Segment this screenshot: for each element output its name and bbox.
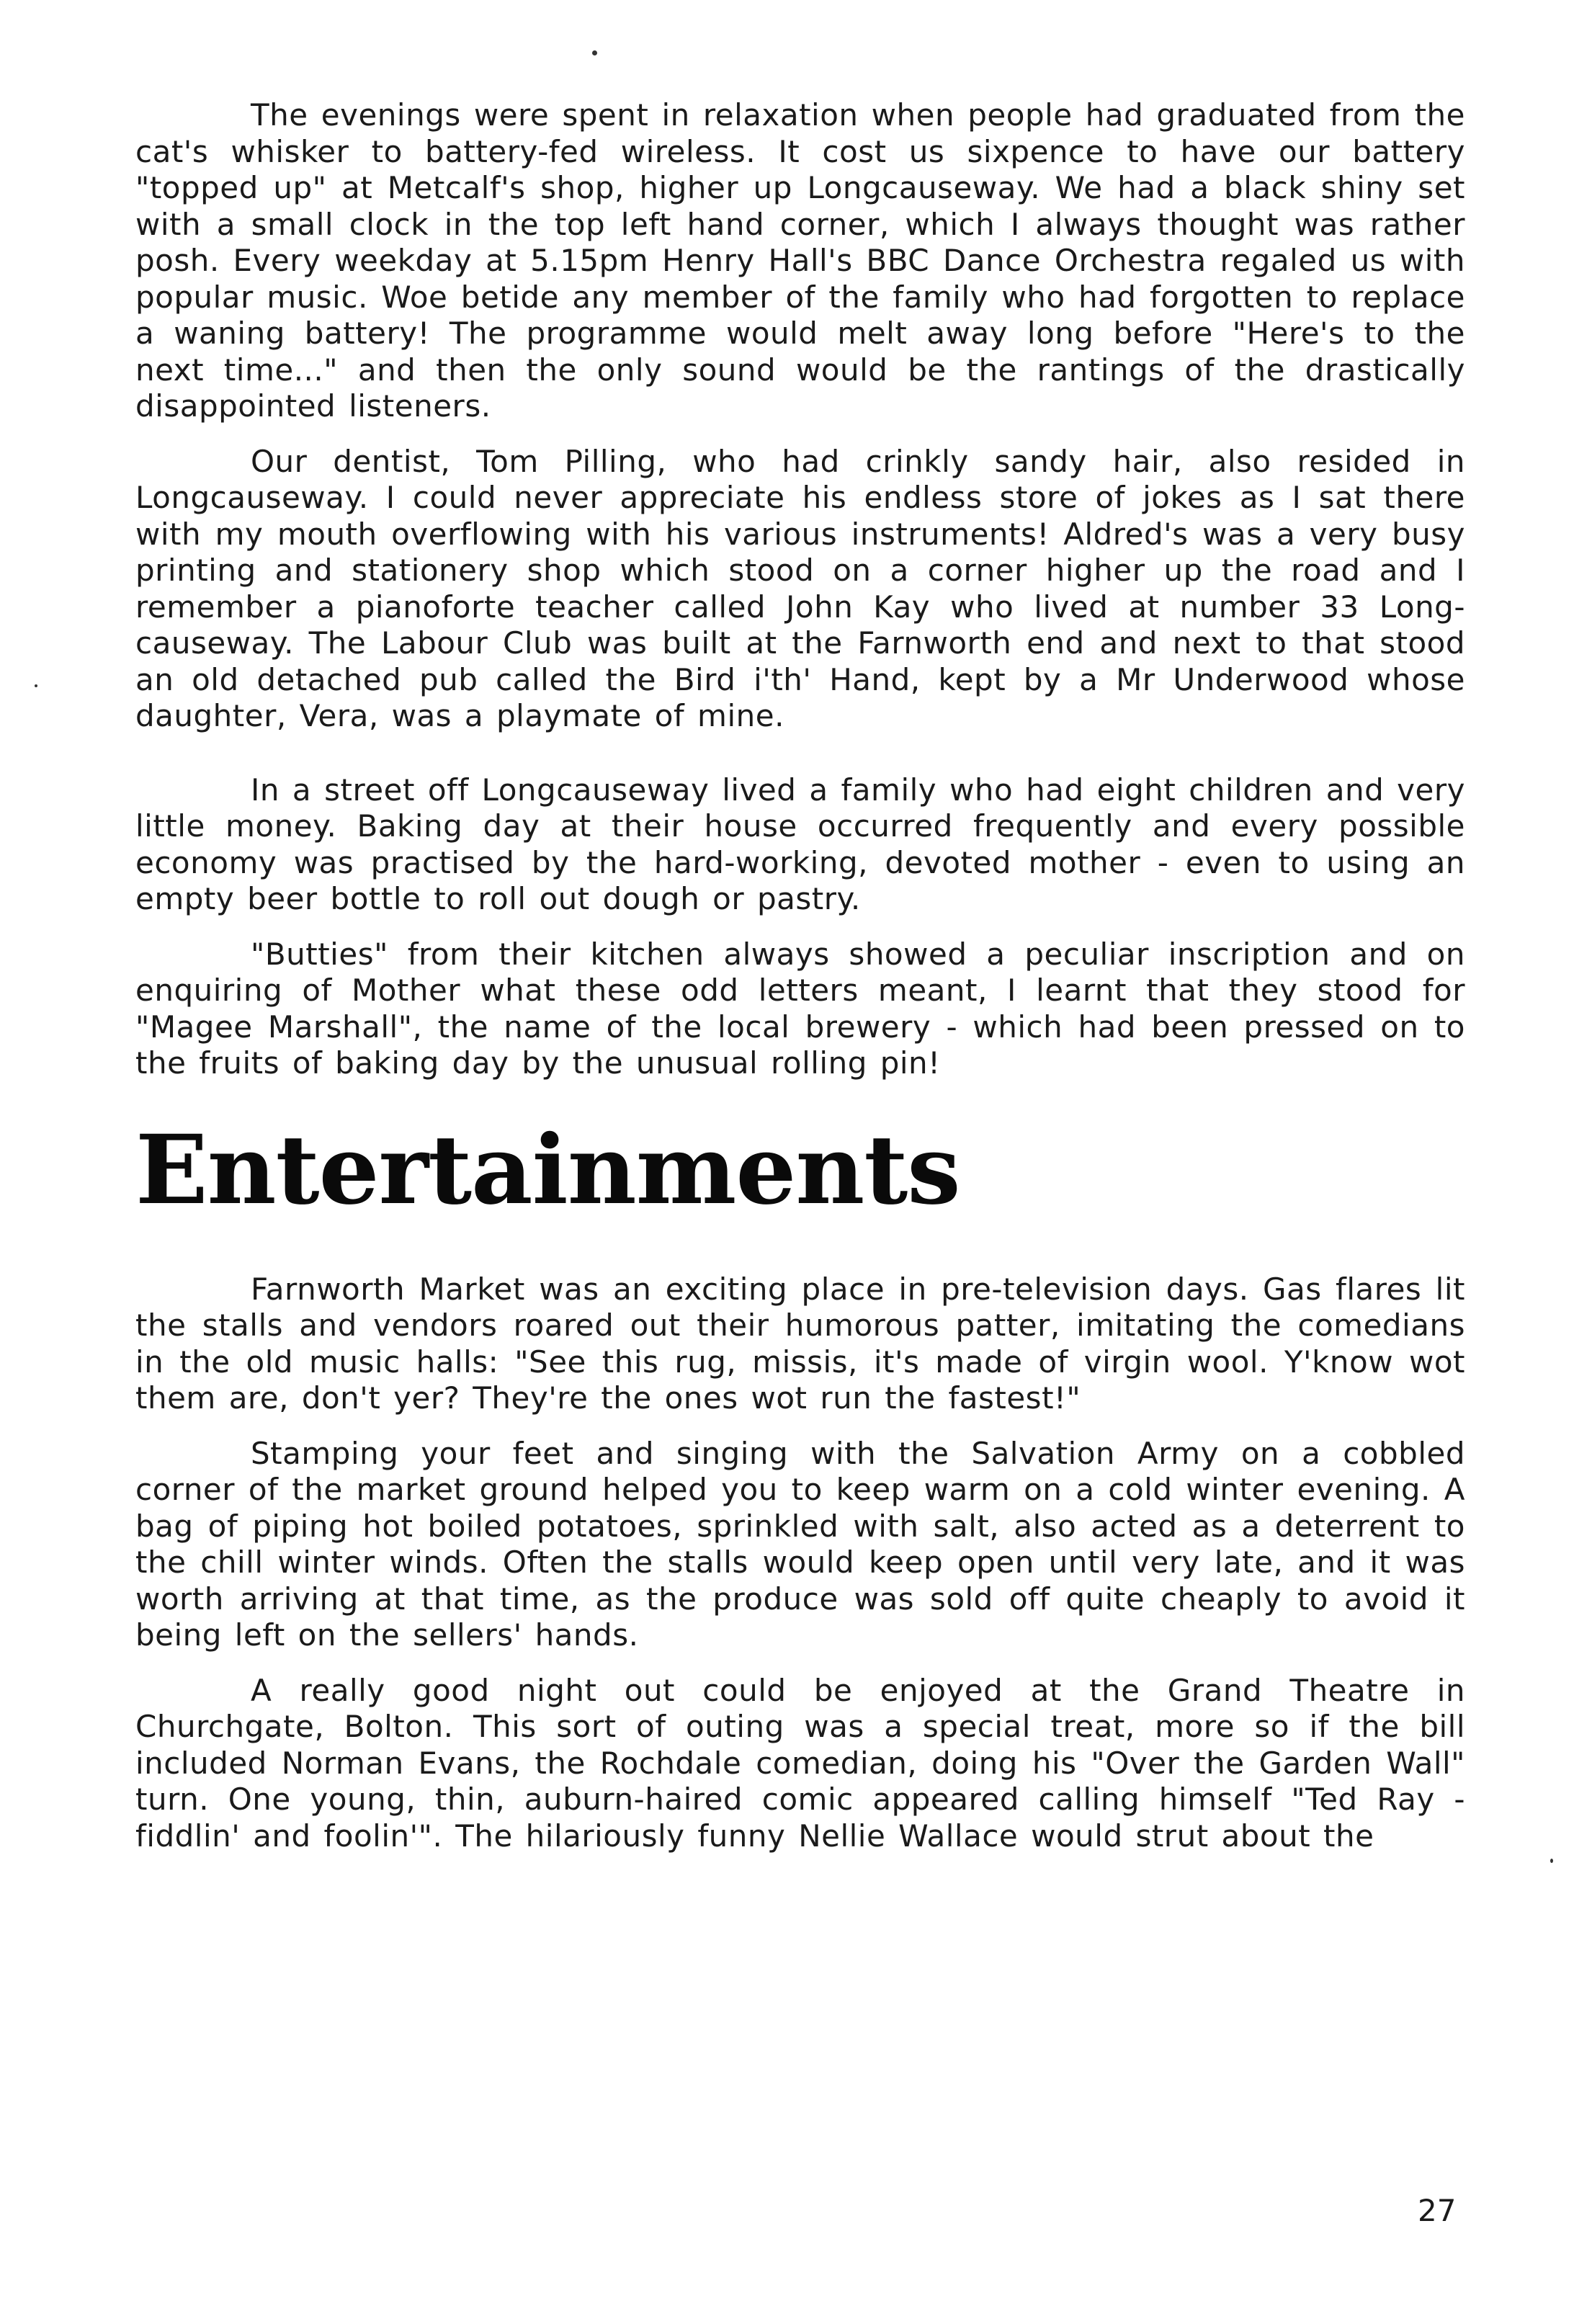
page-number: 27 — [1418, 2193, 1457, 2228]
scan-speck — [592, 50, 597, 55]
paragraph-wireless: The evenings were spent in relaxation when people had graduated from the cat's whisker to battery-fed wireless. It cost us sixpence to have our battery "topped up" at Metcalf's shop, higher up Longcauseway. We had a black shiny set with a small clock in the top left hand corner, which I always thought was rather posh. Every weekday at 5.15pm Henry Hall's BBC Dance Orchestra regaled us with popular music. Woe betide any member of the family who had forgotten to replace a waning battery! The programme would melt away long before "Here's to the next time..." and then the only sound would be the rantings of the drastically disappointed listeners. — [135, 97, 1465, 424]
scan-speck — [1550, 1859, 1553, 1863]
section-heading: Entertainments — [135, 1114, 960, 1226]
page-body — [135, 97, 1465, 1854]
scan-speck — [35, 684, 37, 687]
paragraph-baking-day: In a street off Longcauseway lived a family who had eight children and very little money. Baking day at their house occurred frequently and every possible economy was practised by the hard-working, devoted mother - even to using an empty beer bottle to roll out dough or pastry. — [135, 772, 1465, 916]
paragraph-dentist: Our dentist, Tom Pilling, who had crinkly sandy hair, also resided in Longcauseway. I could never appreciate his endless store of jokes as I sat there with my mouth overflowing with his various instruments! Aldred's was a very busy printing and stationery shop which stood on a corner higher up the road and I remember a pianoforte teacher called John Kay who lived at number 33 Long-causeway. The Labour Club was built at the Farnworth end and next to that stood an old detached pub called the Bird i'th' Hand, kept by a Mr Underwood whose daughter, Vera, was a playmate of mine. — [135, 443, 1465, 733]
paragraph-butties: "Butties" from their kitchen always showed a peculiar inscription and on enquiring of Mother what these odd letters meant, I learnt that they stood for "Magee Marshall", the name of the local brewery - which had been pressed on to the fruits of baking day by the unusual rolling pin! — [135, 936, 1465, 1081]
paragraph-market: Farnworth Market was an exciting place in pre-television days. Gas flares lit the stalls and vendors roared out their humorous patter, imitating the comedians in the old music halls: "See this rug, missis, it's made of virgin wool. Y'know wot them are, don't yer? They're the ones wot run the fastest!" — [135, 1271, 1465, 1416]
paragraph-grand-theatre: A really good night out could be enjoyed at the Grand Theatre in Churchgate, Bolton. This sort of outing was a special treat, more so if the bill included Norman Evans, the Rochdale comedian, doing his "Over the Garden Wall" turn. One young, thin, auburn-haired comic appeared calling himself "Ted Ray - fiddlin' and foolin'". The hilariously funny Nellie Wallace would strut about the — [135, 1672, 1465, 1854]
paragraph-salvation-army: Stamping your feet and singing with the Salvation Army on a cobbled corner of the market ground helped you to keep warm on a cold winter evening. A bag of piping hot boiled potatoes, sprinkled with salt, also acted as a deterrent to the chill winter winds. Often the stalls would keep open until very late, and it was worth arriving at that time, as the produce was sold off quite cheaply to avoid it being left on the sellers' hands. — [135, 1435, 1465, 1653]
